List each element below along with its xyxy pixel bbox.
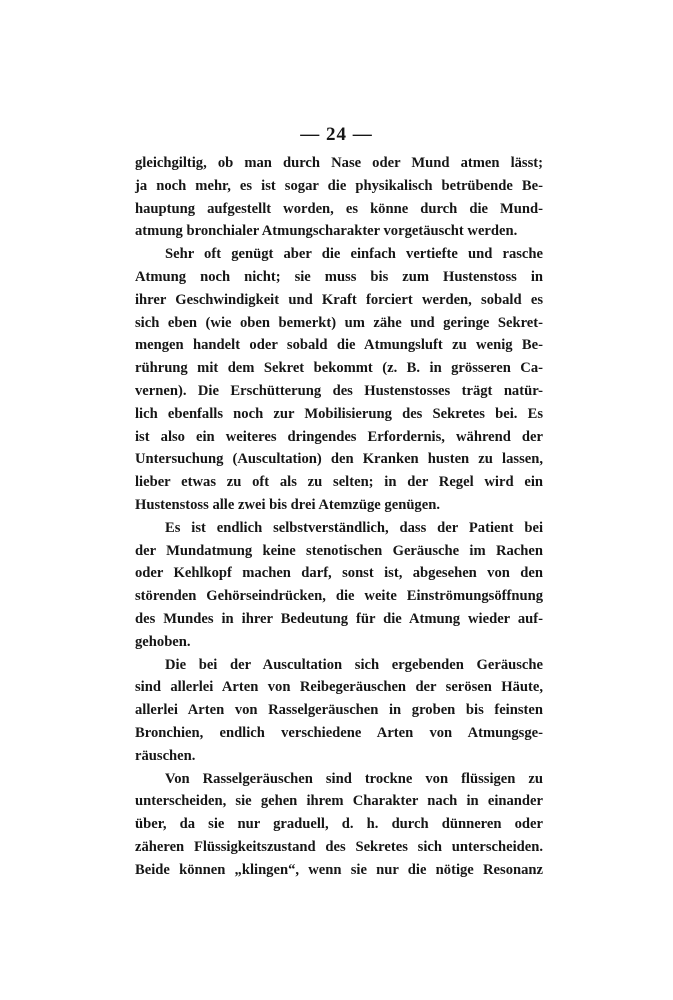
text-line: störenden Gehörseindrücken, die weite Einströmungsöffnung [135,588,543,605]
text-line: Hustenstoss alle zwei bis drei Atemzüge genügen. [135,496,440,513]
text-line: räuschen. [135,747,196,764]
text-line: mengen handelt oder sobald die Atmungsluft zu wenig Be- [135,337,543,354]
text-line: ist also ein weiteres dringendes Erfordernis, während der [135,428,543,445]
text-line: Untersuchung (Auscultation) den Kranken husten zu lassen, [135,451,543,468]
text-line: hauptung aufgestellt worden, es könne durch die Mund- [135,200,543,217]
text-line: Von Rasselgeräuschen sind trockne von flüssigen zu [165,770,543,787]
text-line: vernen). Die Erschütterung des Hustenstosses trägt natür- [135,382,543,399]
text-line: lich ebenfalls noch zur Mobilisierung des Sekretes bei. Es [135,405,543,422]
text-line: der Mundatmung keine stenotischen Geräusche im Rachen [135,542,543,559]
text-line: rührung mit dem Sekret bekommt (z. B. in grösseren Ca- [135,360,543,377]
page-number: — 24 — [300,124,373,145]
text-line: oder Kehlkopf machen darf, sonst ist, abgesehen von den [135,565,543,582]
text-line: lieber etwas zu oft als zu selten; in der Regel wird ein [135,474,543,491]
text-line: über, da sie nur graduell, d. h. durch dünneren oder [135,816,543,833]
text-line: Sehr oft genügt aber die einfach vertiefte und rasche [165,246,543,263]
text-line: Die bei der Auscultation sich ergebenden Geräusche [165,656,543,673]
text-line: sich eben (wie oben bemerkt) um zähe und geringe Sekret- [135,314,543,331]
body-text [135,152,543,882]
text-line: zäheren Flüssigkeitszustand des Sekretes sich unterscheiden. [135,838,543,855]
text-line: Es ist endlich selbstverständlich, dass der Patient bei [165,519,543,536]
text-line: allerlei Arten von Rasselgeräuschen in groben bis feinsten [135,702,543,719]
text-line: atmung bronchialer Atmungscharakter vorgetäuscht werden. [135,223,518,240]
text-line: Atmung noch nicht; sie muss bis zum Hustenstoss in [135,268,543,285]
text-line: ja noch mehr, es ist sogar die physikalisch betrübende Be- [135,177,543,194]
text-line: Bronchien, endlich verschiedene Arten von Atmungsge- [135,724,543,741]
text-line: unterscheiden, sie gehen ihrem Charakter nach in einander [135,793,543,810]
text-line: sind allerlei Arten von Reibegeräuschen der serösen Häute, [135,679,543,696]
text-line: Beide können „klingen“, wenn sie nur die nötige Resonanz [135,861,543,878]
text-line: des Mundes in ihrer Bedeutung für die Atmung wieder auf- [135,610,543,627]
text-line: ihrer Geschwindigkeit und Kraft forciert werden, sobald es [135,291,543,308]
text-line: gleichgiltig, ob man durch Nase oder Mund atmen lässt; [135,155,543,171]
text-line: gehoben. [135,633,191,650]
